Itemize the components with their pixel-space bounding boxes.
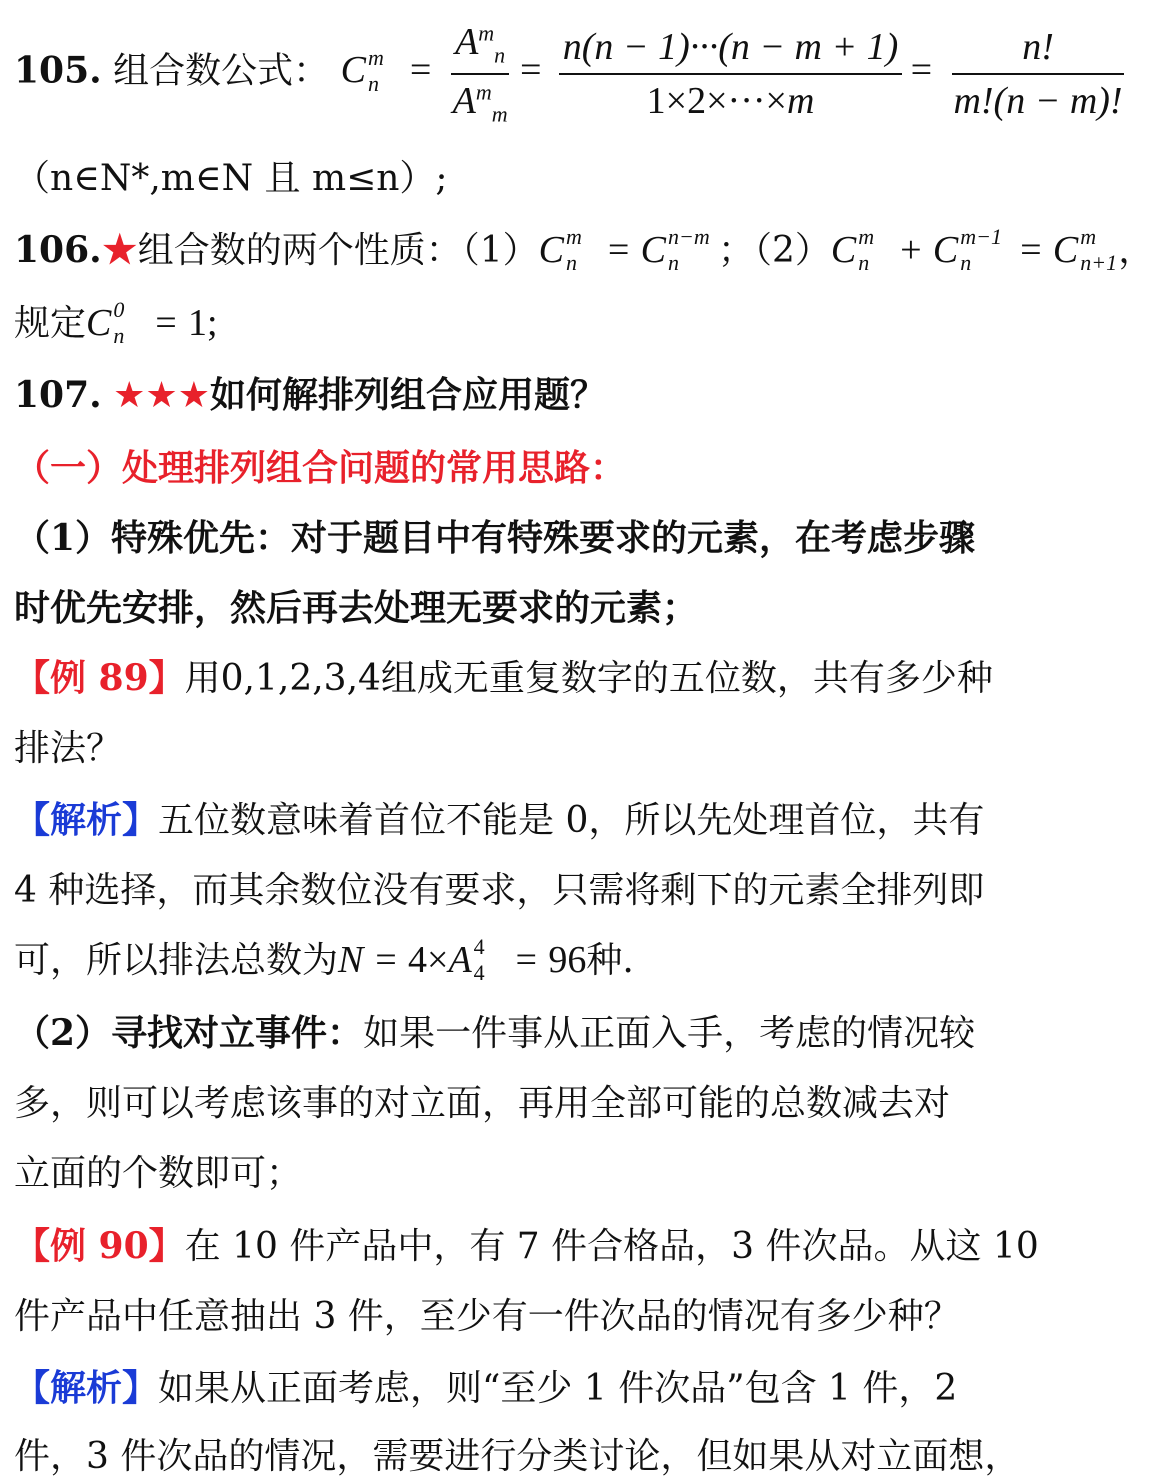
punctuation: ， [1118, 230, 1154, 271]
point-2-line2: 多，则可以考虑该事的对立面，再用全部可能的总数减去对 [14, 1083, 951, 1124]
section-heading: （一）处理排列组合问题的常用思路： [14, 447, 627, 489]
item-title: 如何解排列组合应用题？ [209, 374, 606, 416]
analysis-text-end: 种. [586, 940, 634, 981]
point-2 [14, 1005, 1066, 1056]
property-1-formula: C m n = C n−m n [538, 224, 710, 276]
analysis-text: 可，所以排法总数为 [14, 940, 339, 981]
example-text: 在 10 件产品中，有 7 件合格品，3 件次品。从这 10 [184, 1226, 1039, 1267]
item-105 [14, 20, 1123, 127]
property-2-label: ；（2） [717, 230, 831, 271]
item-106 [14, 222, 1154, 276]
item-106-rule [14, 295, 1066, 349]
item-107 [14, 367, 1066, 418]
rule-formula: C 0 n = 1; [86, 297, 218, 349]
analysis-89-line2: 4 种选择，而其余数位没有要求，只需将剩下的元素全排列即 [14, 870, 985, 911]
example-tag: 【例 90】 [14, 1225, 185, 1267]
analysis-89-line3 [14, 932, 1066, 986]
rule-label: 规定 [14, 303, 87, 344]
example-89 [14, 650, 1066, 701]
combination-formula: C m n = $\frac{A^m_n}{A^m_m}$ = $\frac{n(n - 1)\cdot\cdot\cdot(n - m + 1)}{1\times 2\times\cdot\cdot\cdot\times m}$ = $\frac{n!}{m!(n - m)!}$ [340, 20, 1123, 127]
three-star-icon: ★★★ [113, 375, 210, 416]
point-1-cont: 时优先安排，然后再去处理无要求的元素； [14, 587, 699, 629]
example-text: 用0,1,2,3,4组成无重复数字的五位数，共有多少种 [184, 658, 993, 699]
item-number: 106. [14, 229, 102, 271]
item-number: 105. [14, 49, 102, 92]
item-number: 107. [14, 374, 102, 416]
item-105-condition: （n∈N*,m∈N 且 m≤n）; [14, 158, 448, 199]
item-title: 组合数公式： [113, 50, 330, 92]
example-89-cont: 排法？ [14, 728, 123, 769]
analysis-90 [14, 1360, 1066, 1411]
point-2-text: 如果一件事从正面入手，考虑的情况较 [363, 1013, 976, 1054]
property-2-formula: C m n + C m−1 n = C m n+1 [830, 224, 1118, 276]
analysis-tag: 【解析】 [14, 799, 159, 841]
example-90 [14, 1218, 1066, 1269]
point-2-line3: 立面的个数即可； [14, 1153, 303, 1194]
star-icon: ★ [101, 230, 138, 271]
analysis-tag: 【解析】 [14, 1367, 159, 1409]
point-1-lead: （1）特殊优先：对于题目中有特殊要求的元素，在考虑步骤 [14, 517, 976, 559]
point-2-lead: （2）寻找对立事件： [14, 1012, 364, 1054]
example-tag: 【例 89】 [14, 657, 185, 699]
analysis-text: 如果从正面考虑，则“至少 1 件次品”包含 1 件，2 [158, 1368, 958, 1409]
item-title: 组合数的两个性质： [137, 230, 462, 271]
example-90-cont: 件产品中任意抽出 3 件，至少有一件次品的情况有多少种？ [14, 1296, 960, 1337]
analysis-89 [14, 792, 1066, 843]
analysis-90-line2: 件，3 件次品的情况，需要进行分类讨论，但如果从对立面想， [14, 1436, 1021, 1477]
analysis-text: 五位数意味着首位不能是 0，所以先处理首位，共有 [158, 800, 985, 841]
answer-formula: N = 4×A 4 4 = 96 [338, 934, 587, 986]
property-1-label: （1） [461, 230, 539, 271]
